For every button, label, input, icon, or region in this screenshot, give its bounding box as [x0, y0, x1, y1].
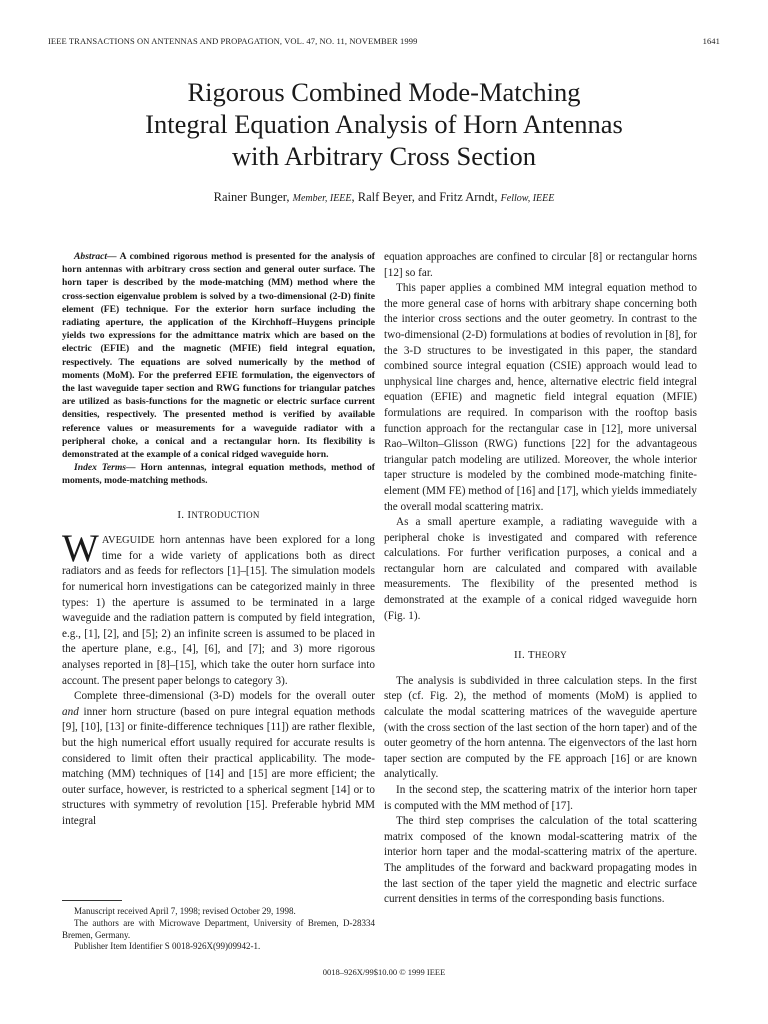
lead-word: AVEGUIDE: [101, 535, 155, 547]
author-membership: Member, IEEE: [292, 193, 352, 204]
section-heading-theory: [384, 648, 697, 664]
journal-header: IEEE TRANSACTIONS ON ANTENNAS AND PROPAGATION, VOL. 47, NO. 11, NOVEMBER 1999: [48, 36, 418, 46]
section-heading-introduction: [62, 508, 375, 524]
section-numeral: I.: [177, 508, 185, 521]
abstract-label: Abstract—: [74, 251, 117, 262]
abstract: [62, 250, 375, 461]
title-line-3: with Arbitrary Cross Section: [232, 141, 536, 171]
paragraph-scope: This paper applies a combined MM integral equation method to the more general case of horns with arbitrary shape concerning both the interior cross sections and the outer geometry. In contrast to the two-dimensional (2-D) formulations at bodies of revolution in [8], for the 3-D structures to be investigated in this paper, the standard combined source integral equation (CSIE) approach would lead to unphysical line charges and, hence, alternative electric field integral equation (EFIE) and magnetic field integral equation (MFIE) formulations are required. In comparison with the rooftop basis function approach for the rectangular case in [12], more universal Rao–Wilton–Glisson (RWG) functions [22] for the advantageous triangular patch modeling are utilized. Moreover, the whole interior taper structure is modeled by the combined mode-matching finite-element (MM FE) method of [16] and [17], which yields immediately the overall modal scattering matrix.: [384, 282, 697, 513]
section-numeral: II.: [514, 649, 526, 662]
abstract-text: A combined rigorous method is presented for the analysis of horn antennas with arbitrary cross section and general outer surface. The horn taper is described by the mode-matching (MM) method where the cross-section eigenvalue problem is solved by a two-dimensional (2-D) finite element (FE) technique. For the exterior horn surface including the radiating aperture, the application of the Kirchhoff–Huygens principle yields two expressions for the admittance matrix which are based on the electric (EFIE) and the magnetic (MFIE) field integral equation, respectively. The equations are solved numerically by the method of moments (MoM). For the preferred EFIE formulation, the eigenvectors of the last waveguide taper section and RWG functions for triangular patches are utilized as basis-functions for the magnetic or electric surface current densities, respectively. The presented method is verified by available reference values or measurements for a waveguide radiator with a peripheral choke, a conical and a rectangular horn. Its flexibility is demonstrated at the example of a conical ridged waveguide horn.: [62, 251, 375, 461]
drop-cap: W: [62, 527, 99, 571]
section-title-rest: NTRODUCTION: [191, 509, 260, 520]
author-membership: Fellow, IEEE: [500, 193, 555, 204]
emphasis-and: and: [62, 705, 79, 718]
section-title-initial: T: [527, 649, 535, 662]
author-line: [60, 190, 708, 205]
title-line-2: Integral Equation Analysis of Horn Antennas: [145, 109, 623, 139]
section-title-initial: I: [187, 508, 192, 521]
index-terms-text: Horn antennas, integral equation methods, method of moments, mode-matching methods.: [62, 462, 375, 487]
intro-paragraph-2: [62, 689, 375, 829]
theory-paragraph-3: The third step comprises the calculation of the total scattering matrix composed of the known modal-scattering matrix of the interior horn taper and the modal-scattering matrix of the aperture. The amplitudes of the forward and backward propagating modes in the last section of the taper yield the magnetic and electric surface current densities in terms of the corresponding basis functions.: [384, 815, 697, 906]
footnote-affiliation: The authors are with Microwave Department, University of Bremen, D-28334 Bremen, Germany.: [62, 917, 375, 940]
footnote-received: Manuscript received April 7, 1998; revised October 29, 1998.: [74, 906, 296, 916]
theory-paragraph-2: In the second step, the scattering matrix of the interior horn taper is computed with the MM method of [17].: [384, 784, 697, 812]
footnote-identifier: Publisher Item Identifier S 0018-926X(99)09942-1.: [74, 941, 261, 952]
page-number: 1641: [702, 36, 720, 46]
left-column: [62, 250, 375, 830]
paragraph-examples: As a small aperture example, a radiating waveguide with a peripheral choke is investigated and compared with reference calculations. For further verification purposes, a conical and a rectangular horn are calculated and compared with available measurements. The flexibility of the presented method is demonstrated at the example of a conical ridged waveguide horn (Fig. 1).: [384, 516, 697, 622]
intro-paragraph-2-a: Complete three-dimensional (3-D) models for the overall outer: [74, 690, 375, 703]
index-terms-label: Index Terms—: [74, 462, 136, 474]
section-title-rest: HEORY: [534, 650, 567, 661]
paragraph-continued: equation approaches are confined to circular [8] or rectangular horns [12] so far.: [384, 251, 697, 279]
footnotes: [62, 906, 375, 953]
footnote-rule: [62, 900, 122, 901]
intro-paragraph-2-b: inner horn structure (based on pure integral equation methods [9], [10], [13] or finite-difference techniques [11]) are rather flexible, but the high numerical effort usually required for accurate results is considered to limit often their practical applicability. The mode-matching (MM) techniques of [14] and [15] are more efficient; the outer surface, however, is restricted to a spherical segment [14] or to structures with symmetry of revolution [15]. Preferable hybrid MM integral: [62, 705, 375, 827]
copyright-line: 0018–926X/99$10.00 © 1999 IEEE: [322, 967, 446, 977]
intro-paragraph-1-text: horn antennas have been explored for a long time for a wide variety of applications both as direct radiators and as feeds for reflectors [1]–[15]. The simulation models for numerical horn investigations can be categorized mainly in three types: 1) the aperture is assumed to be terminated in a large waveguide and the radiation pattern is computed by field integration, e.g., [1], [2], and [5]; 2) an infinite screen is assumed to be placed in the aperture plane, e.g., [4], [6], and [7]; and 3) more rigorous analyses reported in [8]–[15], which take the outer horn surface into account. The present paper belongs to category 3).: [62, 534, 375, 687]
title-line-1: Rigorous Combined Mode-Matching: [187, 77, 581, 107]
index-terms: [62, 461, 375, 487]
theory-paragraph-1: The analysis is subdivided in three calculation steps. In the first step (cf. Fig. 2), the method of moments (MoM) is applied to calculate the modal scattering matrices of the waveguide aperture (with the cross section of the last section of the horn taper) and of the outer geometry of the horn antenna. The eigenvectors of the last horn taper section are computed by the FE approach [16] or are known analytically.: [384, 674, 697, 781]
intro-paragraph-1: [62, 527, 375, 689]
right-column: [384, 250, 697, 908]
author-name: Rainer Bunger,: [213, 190, 290, 204]
paper-title: [60, 76, 708, 172]
author-names: , Ralf Beyer, and Fritz Arndt,: [351, 190, 498, 204]
